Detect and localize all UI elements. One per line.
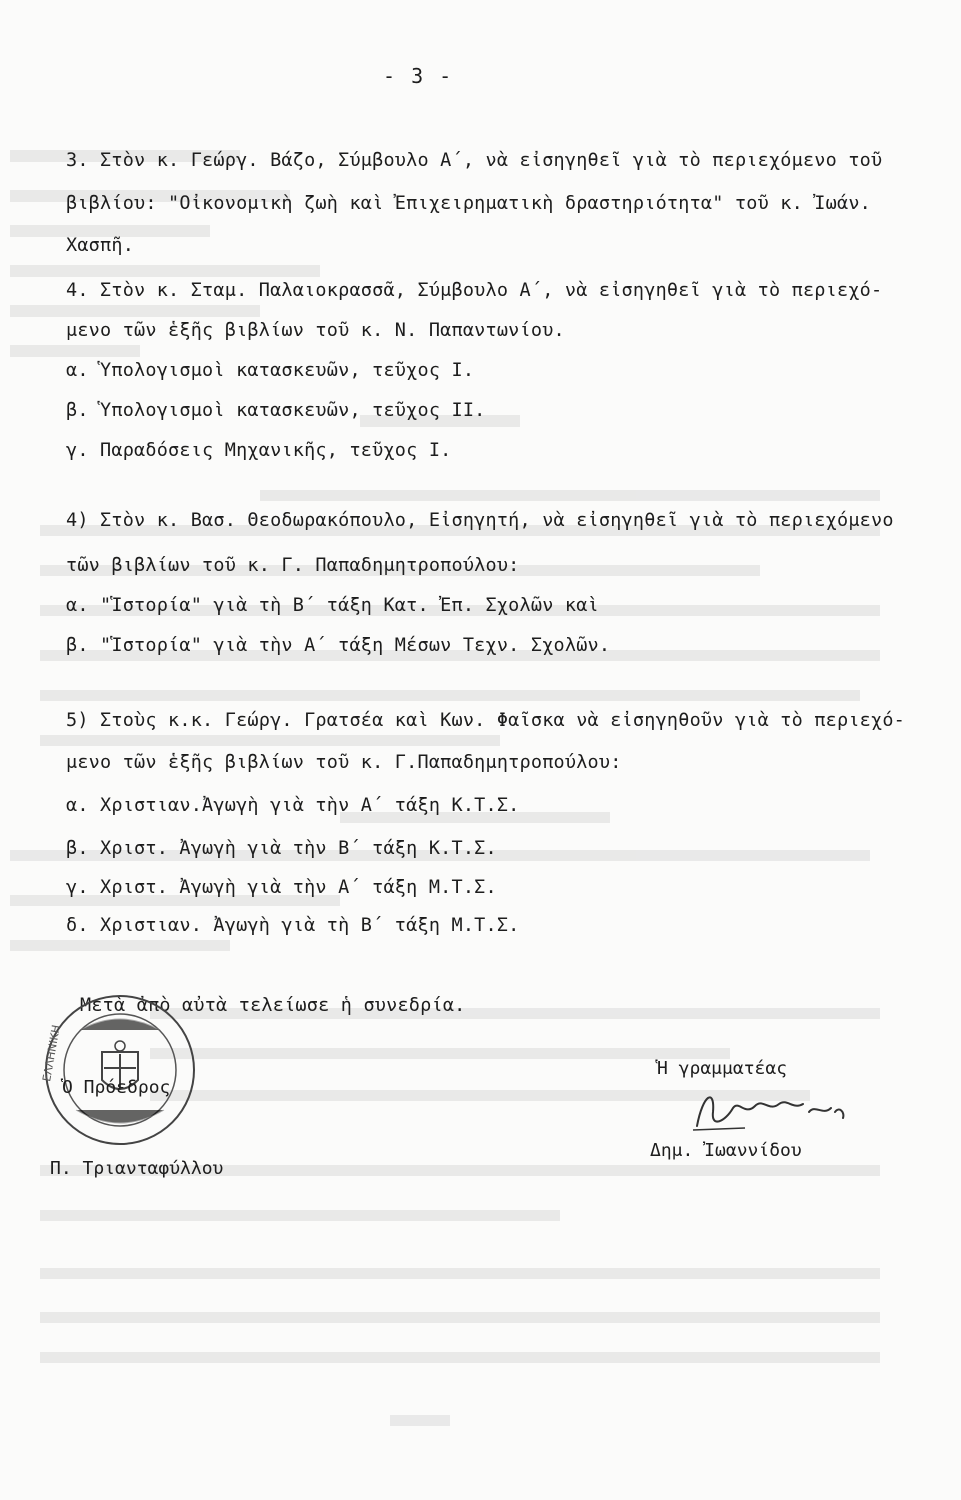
item-5-line-2: μενο τῶν ἑξῆς βιβλίων τοῦ κ. Γ.Παπαδημητροπούλου: [66,752,622,773]
page-number: - 3 - [383,64,454,88]
item-4b-sub-a: α. "Ἱστορία" γιὰ τὴ Β΄ τάξη Κατ. Ἐπ. Σχολῶν καὶ [66,595,599,616]
item-4b-line-2: τῶν βιβλίων τοῦ κ. Γ. Παπαδημητροπούλου: [66,555,520,576]
item-4b-sub-b: β. "Ἱστορία" γιὰ τὴν Α΄ τάξη Μέσων Τεχν. Σχολῶν. [66,635,611,656]
item-4b-line-1: 4) Στὸν κ. Βασ. Θεοδωρακόπουλο, Εἰσηγητή, νὰ εἰσηγηθεῖ γιὰ τὸ περιεχόμενο [66,510,894,531]
item-4-sub-c: γ. Παραδόσεις Μηχανικῆς, τεῦχος Ι. [66,440,452,461]
item-4-line-2: μενο τῶν ἑξῆς βιβλίων τοῦ κ. Ν. Παπαντωνίου. [66,320,565,341]
item-5-sub-d: δ. Χριστιαν. Ἀγωγὴ γιὰ τὴ Β΄ τάξη Μ.Τ.Σ. [66,915,520,936]
president-role: Ὁ Πρόεδρος [62,1077,171,1098]
item-3-line-2: βιβλίου: "Οἰκονομικὴ ζωὴ καὶ Ἐπιχειρηματικὴ δραστηριότητα" τοῦ κ. Ἰωάν. [66,193,871,214]
item-5-line-1: 5) Στοὺς κ.κ. Γεώργ. Γρατσέα καὶ Κων. Φαῖσκα νὰ εἰσηγηθοῦν γιὰ τὸ περιεχό- [66,710,906,731]
secretary-role: Ἡ γραμματέας [657,1058,788,1079]
item-4-sub-b: β. Ὑπολογισμοὶ κατασκευῶν, τεῦχος ΙΙ. [66,400,486,421]
closing-sentence: Μετὰ ἀπὸ αὐτὰ τελείωσε ἡ συνεδρία. [80,995,466,1016]
item-4-sub-a: α. Ὑπολογισμοὶ κατασκευῶν, τεῦχος Ι. [66,360,475,381]
item-3-line-1: 3. Στὸν κ. Γεώργ. Βάζο, Σύμβουλο Α΄, νὰ εἰσηγηθεῖ γιὰ τὸ περιεχόμενο τοῦ [66,150,883,171]
item-5-sub-b: β. Χριστ. Ἀγωγὴ γιὰ τὴν Β΄ τάξη Κ.Τ.Σ. [66,838,497,859]
official-seal-stamp [40,990,200,1150]
item-4-line-1: 4. Στὸν κ. Σταμ. Παλαιοκρασσᾶ, Σύμβουλο Α΄, νὰ εἰσηγηθεῖ γιὰ τὸ περιεχό- [66,280,883,301]
president-name: Π. Τριανταφύλλου [50,1158,224,1179]
item-5-sub-c: γ. Χριστ. Ἀγωγὴ γιὰ τὴν Α΄ τάξη Μ.Τ.Σ. [66,877,497,898]
svg-text:ΕΛΛΗΝΙΚΗ: ΕΛΛΗΝΙΚΗ [40,1023,63,1083]
handwritten-signature [685,1082,850,1137]
item-3-line-3: Χασπῆ. [66,235,135,256]
item-5-sub-a: α. Χριστιαν.Ἀγωγὴ γιὰ τὴν Α΄ τάξη Κ.Τ.Σ. [66,795,520,816]
secretary-name: Δημ. Ἰωαννίδου [650,1140,802,1161]
